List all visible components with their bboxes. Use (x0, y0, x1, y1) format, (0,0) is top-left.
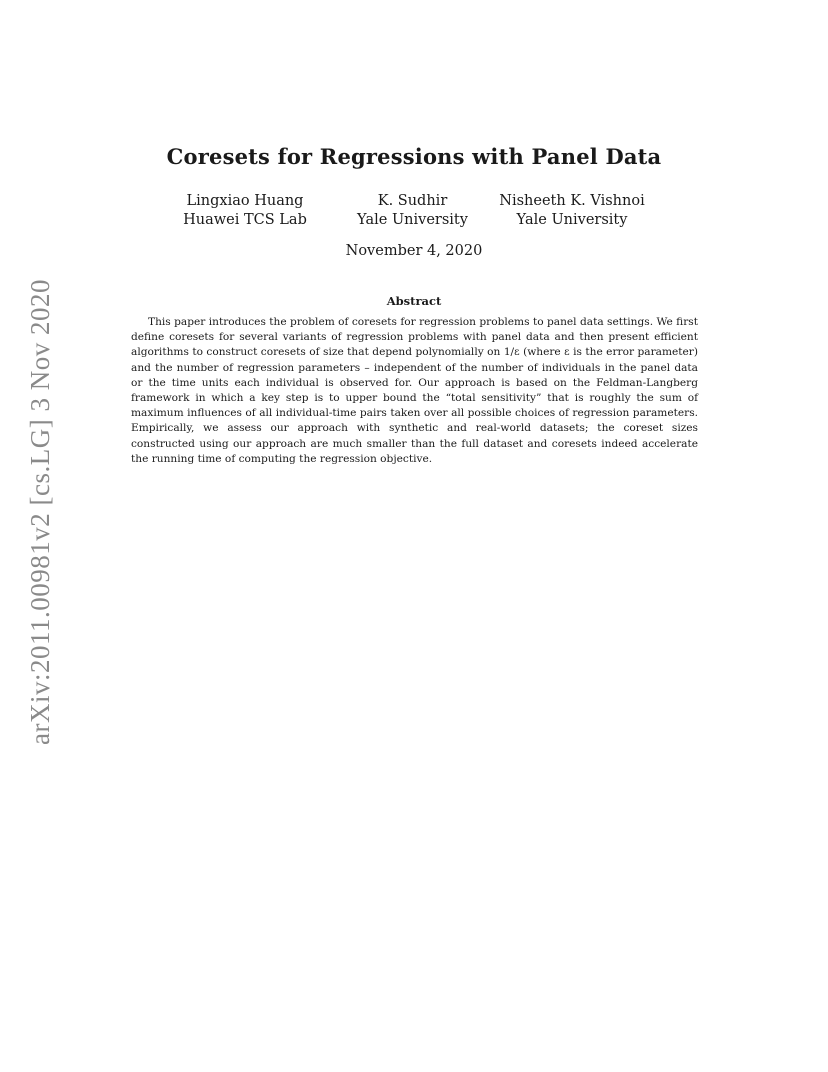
author-block (0, 192, 828, 232)
abstract-body (131, 315, 698, 467)
abstract-heading: Abstract (386, 294, 442, 308)
abstract-paragraph: This paper introduces the problem of coresets for regression problems to panel data settings. We first define coresets for several variants of regression problems with panel data and then present efficient algorithms to construct coresets of size that depend polynomially on 1/ε (where ε is the error parameter) and the number of regression parameters – independent of the number of individuals in the panel data or the time units each individual is observed for. Our approach is based on the Feldman-Langberg framework in which a key step is to upper bound the “total sensitivity” that is roughly the sum of maximum influences of all individual-time pairs taken over all possible choices of regression parameters. Empirically, we assess our approach with synthetic and real-world datasets; the coreset sizes constructed using our approach are much smaller than the full dataset and coresets indeed accelerate the running time of computing the regression objective. (131, 316, 698, 465)
author-entry (340, 192, 485, 230)
author-name: Lingxiao Huang (186, 193, 304, 209)
author-name: K. Sudhir (377, 193, 448, 209)
author-entry (492, 192, 652, 230)
arxiv-identifier-stamp: arXiv:2011.00981v2 [cs.LG] 3 Nov 2020 (25, 279, 55, 745)
author-affiliation: Yale University (516, 212, 628, 228)
author-entry (170, 192, 320, 230)
author-name: Nisheeth K. Vishnoi (499, 193, 645, 209)
publication-date: November 4, 2020 (345, 243, 483, 259)
author-affiliation: Yale University (357, 212, 468, 228)
author-affiliation: Huawei TCS Lab (183, 212, 307, 228)
paper-title: Coresets for Regressions with Panel Data (166, 144, 662, 169)
